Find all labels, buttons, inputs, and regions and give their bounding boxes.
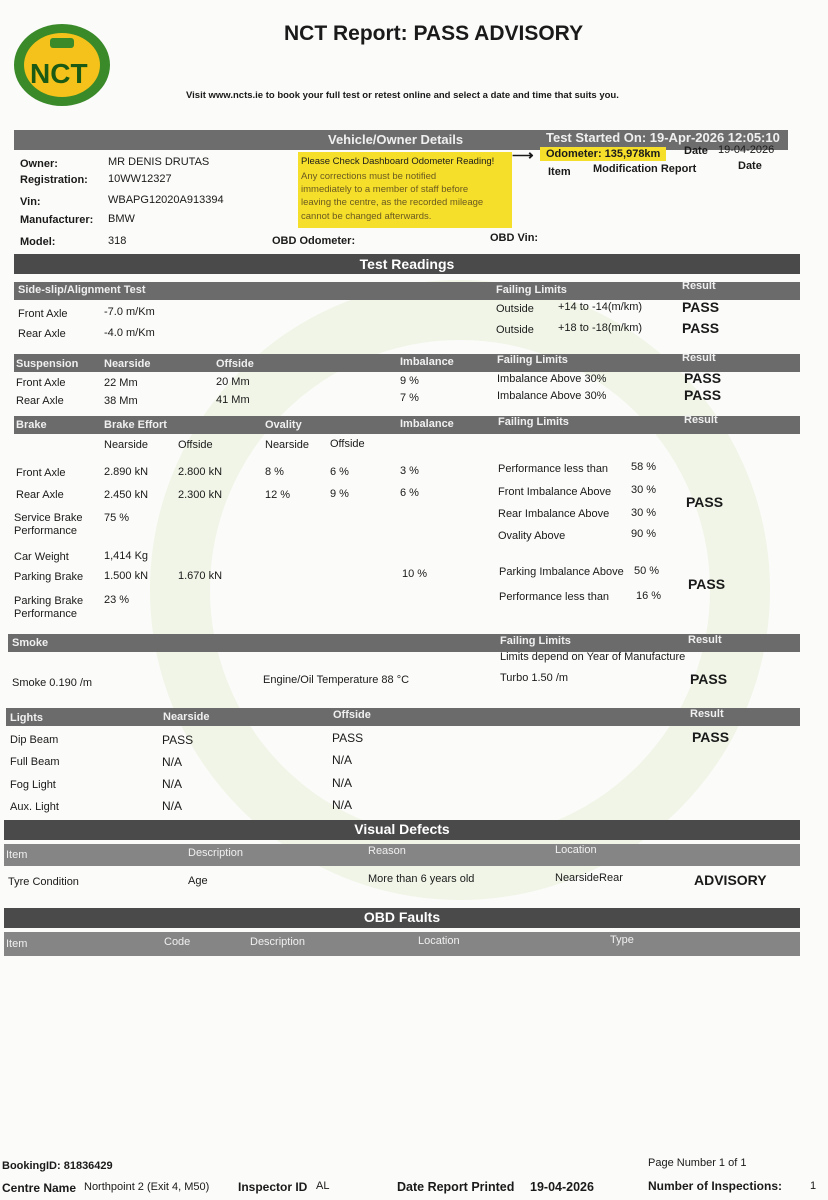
light-offside: N/A <box>332 798 353 812</box>
parking-limit-label: Performance less than <box>499 591 610 603</box>
sideslip-rear-result: PASS <box>682 320 720 336</box>
sideslip-front-limit-a: Outside <box>496 303 534 315</box>
notice-line: Any corrections must be notified <box>301 171 437 182</box>
suspension-rear-near: 38 Mm <box>104 395 138 407</box>
parking-brake-off: 1.670 kN <box>178 570 223 582</box>
sideslip-front-limit-b: +14 to -14(m/km) <box>558 301 643 313</box>
obd-odometer-label: OBD Odometer: <box>272 235 356 247</box>
brake-result: PASS <box>686 494 724 510</box>
brake-limit-label: Ovality Above <box>498 530 566 542</box>
owner-label: Owner: <box>20 158 58 170</box>
obd-description-header: Description <box>250 936 306 948</box>
suspension-front-limit: Imbalance Above 30% <box>497 373 607 385</box>
brake-imbalance-header: Imbalance <box>400 418 454 430</box>
smoke-header: Smoke <box>12 637 49 649</box>
obd-faults-title: OBD Faults <box>363 909 441 925</box>
sideslip-header: Side-slip/Alignment Test <box>18 284 146 296</box>
report-title: NCT Report: PASS ADVISORY <box>284 22 584 45</box>
registration-label: Registration: <box>20 174 88 186</box>
date-value: 19-04-2026 <box>718 144 775 156</box>
notice-title: Please Check Dashboard Odometer Reading! <box>301 156 495 167</box>
model-label: Model: <box>20 236 56 248</box>
light-offside: N/A <box>332 776 353 790</box>
brake-front-near: 2.890 kN <box>104 466 149 478</box>
brake-rear-imbalance: 6 % <box>400 487 419 499</box>
suspension-bar <box>14 354 800 372</box>
test-started: Test Started On: 19-Apr-2026 12:05:10 <box>546 130 780 145</box>
centre-name: Northpoint 2 (Exit 4, M50) <box>84 1181 210 1193</box>
test-readings-title: Test Readings <box>359 256 455 272</box>
logo-text: NCT <box>30 58 88 89</box>
sideslip-front-label: Front Axle <box>18 308 68 320</box>
visual-defects-title: Visual Defects <box>354 821 450 837</box>
ovality-sub-nearside: Nearside <box>265 439 310 451</box>
obd-code-header: Code <box>164 936 191 948</box>
parking-limit-value: 50 % <box>634 565 660 577</box>
inspector-id-label: Inspector ID <box>238 1180 308 1194</box>
service-brake-label-2: Performance <box>14 525 77 537</box>
vin-value: WBAPG12020A913394 <box>108 194 224 206</box>
suspension-header: Suspension <box>16 358 79 370</box>
obd-location-header: Location <box>418 935 460 947</box>
smoke-result-header: Result <box>688 634 722 646</box>
sideslip-rear-value: -4.0 m/Km <box>104 327 155 339</box>
inspector-id: AL <box>316 1180 330 1192</box>
brake-limit-value: 58 % <box>631 461 657 473</box>
light-offside: N/A <box>332 753 353 767</box>
watermark-ring <box>150 280 770 900</box>
brake-failing-limits: Failing Limits <box>498 416 569 428</box>
smoke-limits-note: Limits depend on Year of Manufacture <box>500 651 686 663</box>
suspension-nearside-header: Nearside <box>104 358 151 370</box>
vehicle-owner-title: Vehicle/Owner Details <box>328 132 464 147</box>
light-label: Full Beam <box>10 756 60 768</box>
parking-brake-result: PASS <box>688 576 726 592</box>
suspension-front-label: Front Axle <box>16 377 66 389</box>
vin-label: Vin: <box>20 196 41 208</box>
parking-brake-near: 1.500 kN <box>104 570 149 582</box>
visual-defects-header-bar <box>4 844 800 866</box>
brake-limit-value: 90 % <box>631 528 657 540</box>
model-value: 318 <box>108 235 127 247</box>
date-printed: 19-04-2026 <box>530 1180 594 1194</box>
sideslip-result-header: Result <box>682 280 716 292</box>
obd-type-header: Type <box>610 934 634 946</box>
sideslip-bar <box>14 282 800 300</box>
notice-line: immediately to a member of staff before <box>301 184 469 195</box>
light-nearside: PASS <box>162 733 194 747</box>
suspension-rear-imbalance: 7 % <box>400 392 419 404</box>
suspension-rear-off: 41 Mm <box>216 394 250 406</box>
manufacturer-label: Manufacturer: <box>20 214 94 226</box>
lights-result: PASS <box>692 729 730 745</box>
light-label: Fog Light <box>10 779 56 791</box>
sideslip-failing-limits: Failing Limits <box>496 284 567 296</box>
brake-effort-header: Brake Effort <box>104 419 167 431</box>
parking-perf-label: Parking Brake <box>14 595 84 607</box>
obd-faults-bar <box>4 908 800 928</box>
brake-front-label: Front Axle <box>16 467 66 479</box>
vd-reason: More than 6 years old <box>368 873 475 885</box>
suspension-front-imbalance: 9 % <box>400 375 419 387</box>
light-label: Dip Beam <box>10 734 59 746</box>
lights-bar <box>6 708 800 726</box>
brake-ovality-header: Ovality <box>265 419 302 431</box>
vd-description: Age <box>188 875 208 887</box>
ovality-rear-off: 9 % <box>330 488 349 500</box>
notice-line: cannot be changed afterwards. <box>301 211 432 222</box>
light-offside: PASS <box>332 731 364 745</box>
car-weight-value: 1,414 Kg <box>104 550 149 562</box>
suspension-front-off: 20 Mm <box>216 376 250 388</box>
brake-limit-label: Rear Imbalance Above <box>498 508 610 520</box>
brake-limit-label: Performance less than <box>498 463 609 475</box>
date-label-2: Date <box>738 160 762 172</box>
suspension-result-header: Result <box>682 352 716 364</box>
parking-brake-label: Parking Brake <box>14 571 84 583</box>
sideslip-front-value: -7.0 m/Km <box>104 306 155 318</box>
sideslip-rear-limit-b: +18 to -18(m/km) <box>558 322 643 334</box>
obd-vin-label: OBD Vin: <box>490 232 539 244</box>
ovality-sub-offside: Offside <box>330 438 365 450</box>
lights-offside-header: Offside <box>333 709 371 721</box>
brake-rear-label: Rear Axle <box>16 489 64 501</box>
smoke-failing-limits: Failing Limits <box>500 635 571 647</box>
obd-faults-header-bar <box>4 932 800 956</box>
parking-perf-label-2: Performance <box>14 608 77 620</box>
engine-oil-temperature: Engine/Oil Temperature 88 °C <box>263 674 410 686</box>
brake-rear-off: 2.300 kN <box>178 489 223 501</box>
turbo-limit: Turbo 1.50 /m <box>500 672 569 684</box>
visual-defects-bar <box>4 820 800 840</box>
light-nearside: N/A <box>162 799 183 813</box>
lights-result-header: Result <box>690 708 724 720</box>
brake-result-header: Result <box>684 414 718 426</box>
smoke-value: Smoke 0.190 /m <box>12 677 93 689</box>
date-printed-label: Date Report Printed <box>397 1180 515 1194</box>
notice-line: leaving the centre, as the recorded mileage <box>301 197 484 208</box>
centre-name-label: Centre Name <box>2 1181 77 1195</box>
brake-sub-nearside: Nearside <box>104 439 149 451</box>
ovality-front-off: 6 % <box>330 466 349 478</box>
test-readings-bar <box>14 254 800 274</box>
visit-line: Visit www.ncts.ie to book your full test or retest online and select a date and time that suits you. <box>186 90 619 101</box>
ovality-front-near: 8 % <box>265 466 284 478</box>
vd-description-header: Description <box>188 847 244 859</box>
vd-item: Tyre Condition <box>8 876 79 888</box>
owner-value: MR DENIS DRUTAS <box>108 156 210 168</box>
suspension-front-result: PASS <box>684 370 722 386</box>
suspension-rear-limit: Imbalance Above 30% <box>497 390 607 402</box>
suspension-offside-header: Offside <box>216 358 254 370</box>
brake-rear-near: 2.450 kN <box>104 489 149 501</box>
vd-location-header: Location <box>555 844 597 856</box>
modification-report-label: Modification Report <box>593 163 697 175</box>
brake-header: Brake <box>16 419 47 431</box>
sideslip-front-result: PASS <box>682 299 720 315</box>
suspension-rear-result: PASS <box>684 387 722 403</box>
brake-front-imbalance: 3 % <box>400 465 419 477</box>
vd-result: ADVISORY <box>694 872 767 888</box>
vd-reason-header: Reason <box>368 845 406 857</box>
obd-item-header: Item <box>6 938 28 950</box>
light-label: Aux. Light <box>10 801 59 813</box>
manufacturer-value: BMW <box>108 213 135 225</box>
page-number: Page Number 1 of 1 <box>648 1157 747 1169</box>
parking-brake-imbalance: 10 % <box>402 568 428 580</box>
smoke-bar <box>8 634 800 652</box>
parking-limit-value: 16 % <box>636 590 662 602</box>
inspections-label: Number of Inspections: <box>648 1179 783 1193</box>
sideslip-rear-limit-a: Outside <box>496 324 534 336</box>
service-brake-label: Service Brake <box>14 512 83 524</box>
service-brake-value: 75 % <box>104 512 130 524</box>
brake-bar <box>14 416 800 434</box>
suspension-front-near: 22 Mm <box>104 377 138 389</box>
sideslip-rear-label: Rear Axle <box>18 328 66 340</box>
brake-limit-label: Front Imbalance Above <box>498 486 612 498</box>
suspension-rear-label: Rear Axle <box>16 395 64 407</box>
booking-id: BookingID: 81836429 <box>2 1160 113 1172</box>
registration-value: 10WW12327 <box>108 173 172 185</box>
odometer-value: Odometer: 135,978km <box>540 147 666 161</box>
car-weight-label: Car Weight <box>14 551 69 563</box>
vehicle-owner-bar <box>14 130 788 150</box>
lights-nearside-header: Nearside <box>163 711 210 723</box>
lights-header: Lights <box>10 712 43 724</box>
parking-perf-value: 23 % <box>104 594 130 606</box>
brake-limit-value: 30 % <box>631 484 657 496</box>
item-label: Item <box>548 166 571 178</box>
nct-logo <box>12 22 112 108</box>
light-nearside: N/A <box>162 777 183 791</box>
brake-limit-value: 30 % <box>631 507 657 519</box>
vd-item-header: Item <box>6 849 28 861</box>
suspension-failing-limits: Failing Limits <box>497 354 568 366</box>
date-label: Date <box>684 145 708 157</box>
suspension-imbalance-header: Imbalance <box>400 356 454 368</box>
parking-limit-label: Parking Imbalance Above <box>499 566 624 578</box>
arrow-right-icon: ⟶ <box>512 147 534 164</box>
inspections-count: 1 <box>810 1180 817 1192</box>
ovality-rear-near: 12 % <box>265 489 291 501</box>
brake-front-off: 2.800 kN <box>178 466 223 478</box>
brake-sub-offside: Offside <box>178 439 213 451</box>
light-nearside: N/A <box>162 755 183 769</box>
smoke-result: PASS <box>690 671 728 687</box>
vd-location: NearsideRear <box>555 872 623 884</box>
